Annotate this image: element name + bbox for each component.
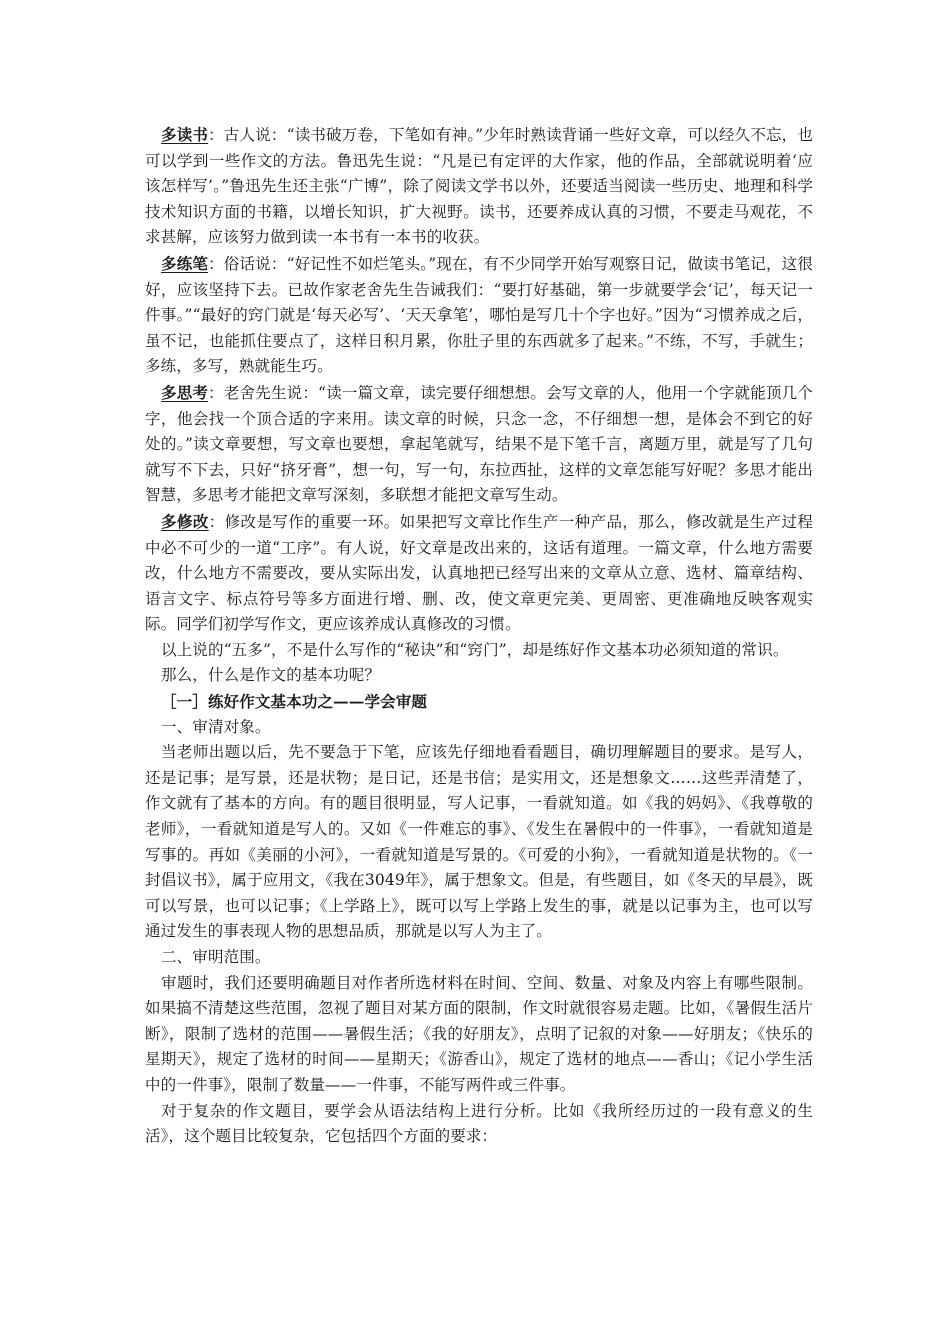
paragraph-write-more <box>145 251 813 380</box>
paragraph-text: ：古人说：“读书破万卷，下笔如有神。”少年时熟读背诵一些好文章，可以经久不忘，也可以学到一些作文的方法。鲁迅先生说：“凡是已有定评的大作家，他的作品，全部就说明着‘应该怎样写’。”鲁迅先生还主张“广博”，除了阅读文学书以外，还要适当阅读一些历史、地理和科学技术知识方面的书籍，以增长知识，扩大视野。读书，还要养成认真的习惯，不要走马观花，不求甚解，应该努力做到读一本书有一本书的收获。 <box>145 126 813 247</box>
paragraph-summary: 以上说的“五多”，不是什么写作的“秘诀”和“窍门”，却是练好作文基本功必须知道的常识。 <box>161 640 789 659</box>
section-heading: ［一］练好作文基本功之——学会审题 <box>161 692 428 712</box>
paragraph-lead: 多思考 <box>161 382 209 402</box>
paragraph-lead: 多练笔 <box>161 253 209 273</box>
paragraph-object: 当老师出题以后，先不要急于下笔，应该先仔细地看看题目，确切理解题目的要求。是写人，还是记事；是写景，还是状物；是日记，还是书信；是实用文，还是想象文……这些弄清楚了，作文就有了基本的方向。有的题目很明显，写人记事，一看就知道。如《我的妈妈》、《我尊敬的老师》，一看就知道是写人的。又如《一件难忘的事》、《发生在暑假中的一件事》，一看就知道是写事的。再如《美丽的小河》，一看就知道是写景的。《可爱的小狗》，一看就知道是状物的。《一封倡议书》，属于应用文，《我在3049年》，属于想象文。但是，有些题目，如《冬天的早晨》，既可以写景，也可以记事；《上学路上》，既可以写上学路上发生的事，就是以记事为主，也可以写通过发生的事表现人物的思想品质，那就是以写人为主了。 <box>145 743 813 941</box>
paragraph-think-more <box>145 380 813 509</box>
paragraph-text: ：修改是写作的重要一环。如果把写文章比作生产一种产品，那么，修改就是生产过程中必不可少的一道“工序”。有人说，好文章是改出来的，这话有道理。一篇文章，什么地方需要改，什么地方不需要改，要从实际出发，认真地把已经写出来的文章从立意、选材、篇章结构、语言文字、标点符号等多方面进行增、删、改，使文章更完美、更周密、更准确地反映客观实际。同学们初学写作文，更应该养成认真修改的习惯。 <box>145 512 814 634</box>
subheading-scope: 二、审明范围。 <box>161 948 271 966</box>
paragraph-text: ：俗话说：“好记性不如烂笔头。”现在，有不少同学开始写观察日记，做读书笔记，这很好，应该坚持下去。已故作家老舍先生告诫我们：“要打好基础，第一步就要学会‘记’，每天记一件事。”“最好的窍门就是‘每天必写’、‘天天拿笔’，哪怕是写几十个字也好。”因为“习惯养成之后，虽不记，也能抓住要点了，这样日积月累，你肚子里的东西就多了起来。”不练，不写，手就生；多练，多写，熟就能生巧。 <box>145 254 813 376</box>
paragraph-text: ：老舍先生说：“读一篇文章，读完要仔细想想。会写文章的人，他用一个字就能顶几个字，他会找一个顶合适的字来用。读文章的时候，只念一念，不仔细想一想，是体会不到它的好处的。”读文章要想，写文章也要想，拿起笔就写，结果不是下笔千言，离题万里，就是写了几句就写不下去，只好“挤牙膏”，想一句，写一句，东拉西扯，这样的文章怎能写好呢？多思才能出智慧，多思考才能把文章写深刻，多联想才能把文章写生动。 <box>145 383 814 505</box>
document-body <box>145 122 813 1150</box>
paragraph-revise-more <box>145 509 813 638</box>
paragraph-read-more <box>145 122 813 251</box>
paragraph-question: 那么，什么是作文的基本功呢？ <box>161 666 381 685</box>
paragraph-scope: 审题时，我们还要明确题目对作者所选材料在时间、空间、数量、对象及内容上有哪些限制。如果搞不清楚这些范围，忽视了题目对某方面的限制，作文时就很容易走题。比如，《暑假生活片断》，限制了选材的范围——暑假生活；《我的好朋友》，点明了记叙的对象——好朋友；《快乐的星期天》，规定了选材的时间——星期天；《游香山》，规定了选材的地点——香山；《记小学生活中的一件事》，限制了数量——一件事，不能写两件或三件事。 <box>145 973 813 1094</box>
paragraph-lead: 多修改 <box>161 511 209 531</box>
subheading-object: 一、审清对象。 <box>161 717 271 736</box>
paragraph-complex-topics: 对于复杂的作文题目，要学会从语法结构上进行分析。比如《我所经历过的一段有意义的生活》，这个题目比较复杂，它包括四个方面的要求： <box>145 1101 813 1146</box>
paragraph-lead: 多读书 <box>161 125 209 144</box>
